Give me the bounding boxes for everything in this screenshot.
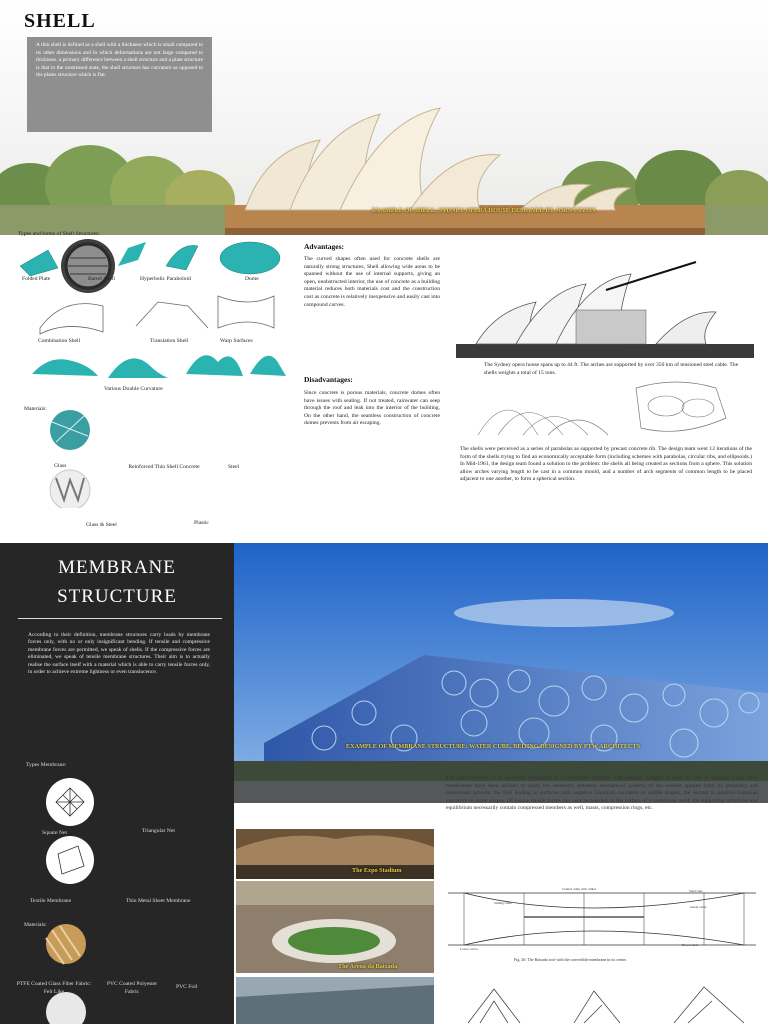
- diagram-label: Down cable: [682, 943, 699, 947]
- opera-section-drawing: [456, 260, 754, 360]
- shell-materials-images: [42, 408, 102, 508]
- diagram-label: Guide cable: [690, 905, 707, 909]
- diagram-label: Steel rope: [689, 889, 703, 893]
- shell-type-label: Dome: [245, 276, 259, 282]
- shell-material-label: Steel: [228, 464, 240, 470]
- shell-type-label: Hyperbolic Paraboloid: [140, 276, 191, 282]
- diagram-label: Sliding cable: [494, 901, 512, 905]
- membrane-type-label: Thin Metal Sheet Membrane: [126, 898, 191, 904]
- membrane-material-label: PTFE Coated Glass Fiber Fabric: Felt Like: [16, 981, 92, 995]
- shell-types-heading: Types and forms of Shell Structures:: [18, 231, 100, 237]
- diagram-label: Lower cab le: [460, 947, 478, 951]
- membrane-material-label: PVC Foil: [176, 984, 198, 990]
- shell-material-label: Plastic: [194, 520, 209, 526]
- membrane-intro: According to their definition, membrane structures carry loads by membrane forces only, with no or only insignificant bending. If tensile and compressive membrane forces are permitted, we speak of shells. If the compressive forces are eliminated, we speak of tensile membrane structures. Their aim is to actually realise the surface itself with a material which is able to carry tensile forces only, in order to achieve extreme lightness or even translucence.: [28, 632, 210, 676]
- advantages-text: The curved shapes often used for concrete shells are naturally strong structures, Shell allowing wide areas to be spanned without the use of internal supports, giving an open, unobstructed interior, the use of concrete as a building material reduces both materials cost and the construction cost as concrete is relatively inexpensive and easily cast into compound curves.: [304, 256, 440, 308]
- expo-stadium-photo: [236, 829, 434, 879]
- shell-example-caption: EXAMPLE OF SHELL: SYDNEY OPERA HOUSE DESIGNED BY JORN UTZON: [372, 207, 596, 214]
- shell-material-label: Glass: [54, 463, 67, 469]
- baixada-roof-diagram: [444, 883, 760, 955]
- shell-material-label: Glass & Steel: [86, 522, 117, 528]
- diagram-label: Central cable with cables: [562, 887, 597, 891]
- square-net-image: [46, 778, 94, 826]
- membrane-section-sketches: [444, 983, 760, 1024]
- membrane-title-line1: MEMBRANE: [58, 557, 176, 578]
- shell-intro-box: A thin shell is defined as a shell with a thickness which is small compared to its other dimensions and in which deformations are not large compared to thickness. a primary difference between a shell structure and a plate structure is that in the unstressed state, the shell structure has curvature as opposed to the plates structure which is flat.: [27, 37, 212, 132]
- membrane-body-text: The Expo Pavilion is an excellent exemplary of a membrane structure with hanging weights or drain in case of hanging roofs, these membranes have been utilised to apply the necessary prestress mechanical systems of the surface applied from its periphery and prestressed process, the first leading to surfaces with negative Gaussian curvature or saddle shapes, the second to positive Gaussian curvature or dome shapes. Of course tensile forces can only be resisted on the surface of a membrane itself, the supporting structures and equilibrium necessarily contain compressed members as well, masts, compression rings, etc.: [446, 775, 758, 812]
- shell-title: SHELL: [24, 10, 96, 32]
- water-cube-photo: [234, 543, 768, 803]
- shell-material-label: Reinforced Thin Shell Concrete: [128, 464, 200, 470]
- opera-plan-sketch: [626, 378, 736, 440]
- shell-type-label: Barrel Shell: [88, 276, 115, 282]
- membrane-type-label: Square Net: [42, 830, 68, 836]
- membrane-material-label: PVC Coated Polyester Fabric: [106, 981, 158, 995]
- disadvantages-text: Since concrete is porous materials, concrete domes often have issues with sealing. If not treated, rainwater can seep through the roof and leak into the interior of the building. On the other hand, the seamless construction of concrete domes prevents from air escaping.: [304, 390, 440, 427]
- magnifier-icon: [61, 239, 115, 293]
- shell-type-label: Combination Shell: [38, 338, 81, 344]
- parabola-text: The shells were perceived as a series of parabolas as supported by precast concrete rib. The design team went 12 iterations of the form of the shells trying to find an economically acceptable form (including schemes with parabolas, circular ribs, and ellipsoids.) In Mid-1961, the design team found a solution to the problem: the shells all being created as sections from a sphere. This solution allow arches varying length to be cast in a common mould, and a number of arch segments of common length to be placed adjacent to one another, to form a spherical section.: [460, 446, 752, 483]
- shell-type-label: Folded Plate: [22, 276, 51, 282]
- disadvantages-heading: Disadvantages:: [304, 375, 353, 384]
- membrane-title: [0, 553, 234, 611]
- membrane-materials-images: [42, 924, 90, 1024]
- shell-type-label: Warp Surfaces: [220, 338, 253, 344]
- arena-baixada-photo: [236, 881, 434, 973]
- membrane-materials-heading: Materials:: [24, 922, 47, 928]
- fig-caption: Fig. 26: The Baixada roof with the convertible membrane in its centre.: [514, 957, 627, 962]
- advantages-heading: Advantages:: [304, 242, 345, 251]
- shell-type-label: Translation Shell: [150, 338, 189, 344]
- membrane-example-caption: EXAMPLE OF MEMBRANE STRUCTURE: WATER CUBE, BEIJING DESIGNED BY PTW ARCHITECTS: [346, 743, 641, 750]
- shell-types-illustrations: [18, 236, 288, 396]
- membrane-type-label: Textile Membrane: [30, 898, 72, 904]
- photo-caption: The Arena da Baixada: [338, 963, 398, 970]
- membrane-main-area: [234, 543, 768, 1024]
- membrane-type-label: Triangular Net: [142, 828, 175, 834]
- textile-membrane-image: [46, 836, 94, 884]
- membrane-types-heading: Types Membrane:: [26, 762, 67, 768]
- opera-caption: The Sydney opera house spans up to 44 ft. The arches are supported by over 350 km of tensioned steel cable. The shells weights a total of 15 tons.: [484, 362, 739, 376]
- photo-caption: The Expo Stadium: [352, 867, 402, 874]
- shell-type-label: Various Double Curvature: [104, 386, 163, 392]
- membrane-title-line2: STRUCTURE: [57, 586, 177, 607]
- membrane-side-panel: [0, 543, 234, 1024]
- aerial-photo: [236, 977, 434, 1024]
- membrane-title-rule: [18, 618, 222, 619]
- shell-materials-heading: Materials:: [24, 406, 47, 412]
- parabola-sketch: [468, 380, 618, 440]
